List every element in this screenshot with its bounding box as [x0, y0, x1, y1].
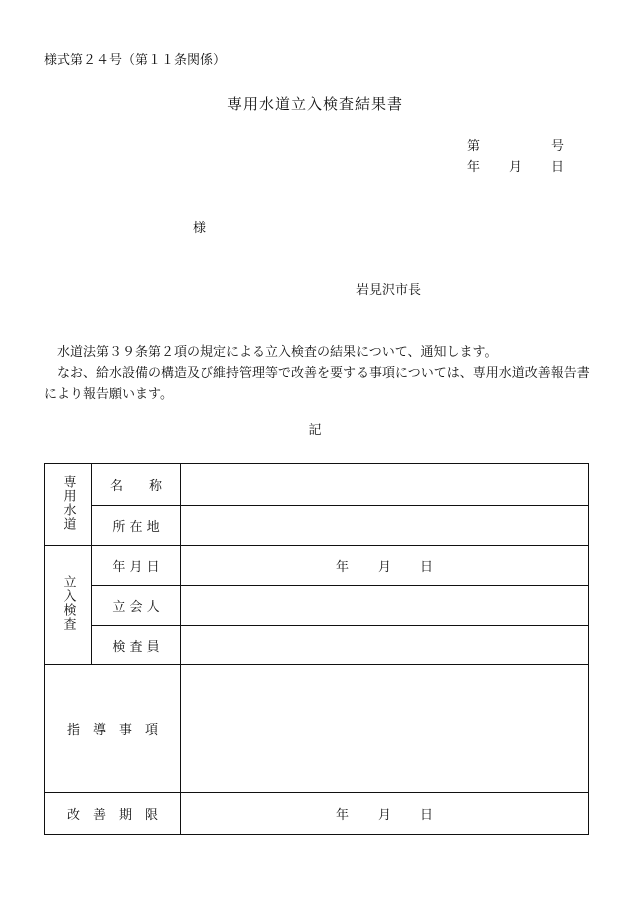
name-label: 名 称 [92, 464, 181, 506]
table-row [45, 546, 589, 586]
ki-heading: 記 [308, 423, 322, 438]
inspector-label: 検 査 員 [92, 626, 181, 665]
sender-name: 岩見沢市長 [356, 283, 422, 298]
date-label: 年 月 日 [92, 546, 181, 586]
group-label-inspection: 立入検査 [45, 546, 92, 665]
document-title: 専用水道立入検査結果書 [226, 95, 403, 113]
table-row [45, 464, 589, 506]
issue-date-day: 日 [551, 160, 565, 175]
body-text [44, 342, 592, 405]
deadline-field[interactable]: 年 月 日 [181, 793, 589, 835]
table-row [45, 506, 589, 546]
table-row [45, 586, 589, 626]
recipient-honorific: 様 [193, 221, 207, 236]
doc-number-label: 第 [467, 139, 481, 154]
group-label-water-supply: 専用水道 [45, 464, 92, 546]
issue-date-year: 年 [467, 160, 481, 175]
name-field[interactable] [181, 464, 589, 506]
guidance-label: 指 導 事 項 [45, 665, 181, 793]
table-row [45, 793, 589, 835]
date-field[interactable]: 年 月 日 [181, 546, 589, 586]
body-paragraph-1: 水道法第３９条第２項の規定による立入検査の結果について、通知します。 [57, 345, 498, 360]
doc-number-suffix: 号 [551, 139, 565, 154]
inspector-field[interactable] [181, 626, 589, 665]
inspection-table [44, 463, 589, 835]
table-row [45, 665, 589, 793]
form-number: 様式第２４号（第１１条関係） [44, 53, 227, 68]
address-label: 所 在 地 [92, 506, 181, 546]
witness-field[interactable] [181, 586, 589, 626]
table-row [45, 626, 589, 665]
witness-label: 立 会 人 [92, 586, 181, 626]
address-field[interactable] [181, 506, 589, 546]
issue-date-month: 月 [509, 160, 523, 175]
body-paragraph-2: なお、給水設備の構造及び維持管理等で改善を要する事項については、専用水道改善報告書により報告願います。 [44, 366, 590, 402]
deadline-label: 改 善 期 限 [45, 793, 181, 835]
guidance-field[interactable] [181, 665, 589, 793]
